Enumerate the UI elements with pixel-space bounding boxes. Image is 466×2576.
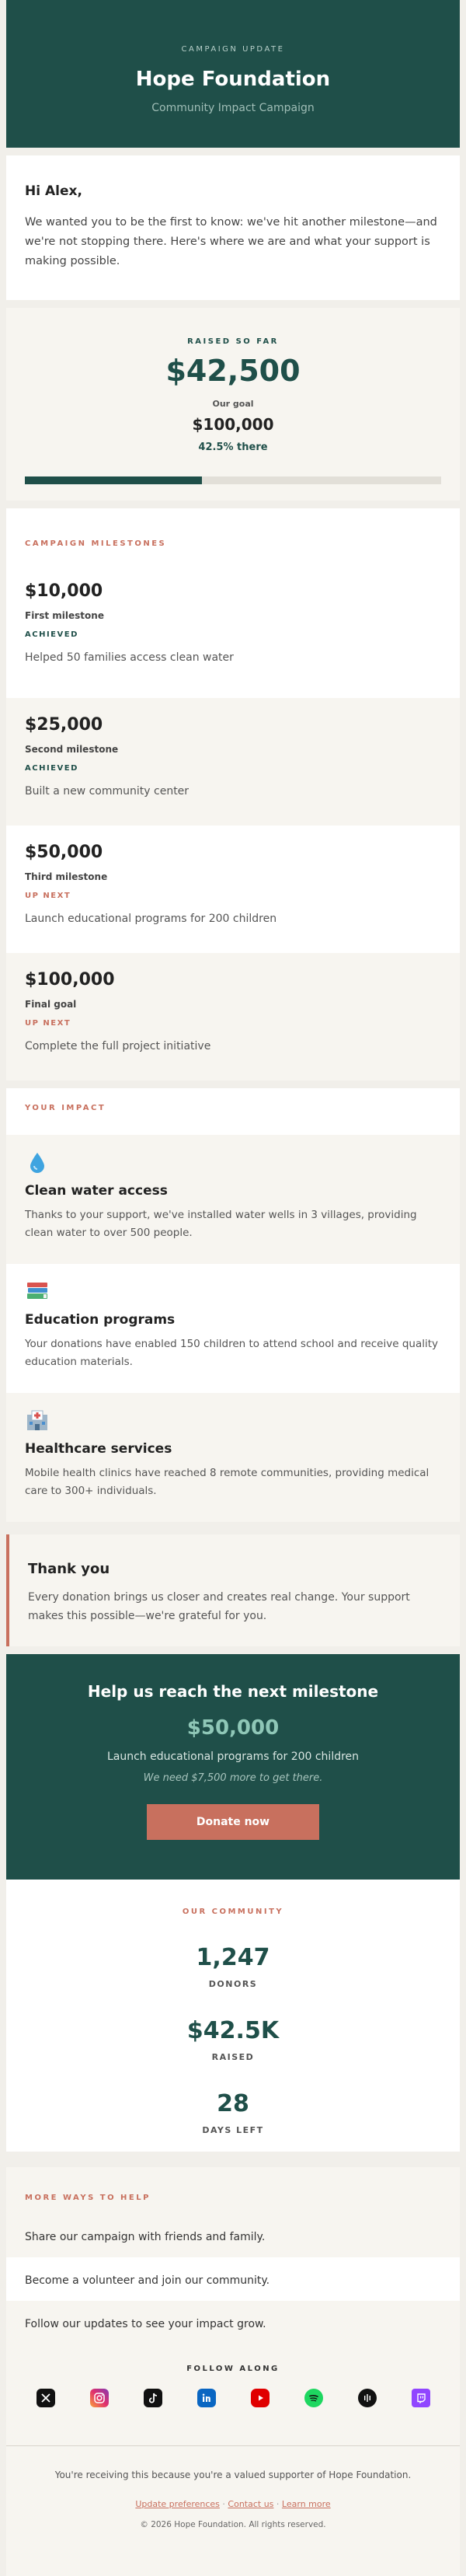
stat-value: 28: [217, 2090, 249, 2117]
donate-button[interactable]: Donate now: [147, 1804, 319, 1840]
hospital-icon: [25, 1408, 50, 1432]
goal-label: Our goal: [212, 399, 254, 409]
thank-you-message: Every donation brings us closer and creates real change. Your support makes this possible—we're grateful for you.: [28, 1591, 410, 1622]
milestone-status-badge: UP NEXT: [25, 892, 71, 900]
email-header: [6, 0, 460, 148]
x-icon[interactable]: [37, 2389, 55, 2407]
milestone-item: [6, 953, 460, 1080]
stat-raised: [6, 2017, 460, 2062]
stat-label: DONORS: [208, 1979, 258, 1989]
milestone-status-badge: UP NEXT: [25, 1019, 71, 1028]
milestone-description: Complete the full project initiative: [25, 1040, 211, 1052]
linkedin-icon[interactable]: [197, 2389, 216, 2407]
thank-you-title: Thank you: [28, 1561, 110, 1577]
cta-section: [6, 1654, 460, 1880]
milestone-amount: $50,000: [25, 843, 103, 862]
milestone-description: Built a new community center: [25, 785, 190, 798]
progress-bar: [25, 476, 441, 484]
stat-value: 1,247: [196, 1944, 270, 1971]
impact-item: [6, 1264, 460, 1393]
milestone-amount: $10,000: [25, 581, 103, 601]
youtube-icon[interactable]: [251, 2389, 270, 2407]
community-section: [6, 1880, 460, 2152]
update-preferences-link[interactable]: Update preferences: [135, 2499, 220, 2509]
stat-days-left: [6, 2090, 460, 2135]
community-heading: OUR COMMUNITY: [182, 1908, 284, 1916]
milestone-description: Helped 50 families access clean water: [25, 651, 234, 664]
progress-bar-fill: [25, 476, 202, 484]
link-separator: ·: [222, 2499, 225, 2509]
follow-label: FOLLOW ALONG: [186, 2365, 280, 2373]
social-section: [6, 2344, 460, 2445]
impact-description: Thanks to your support, we've installed water wells in 3 villages, providing clean water to over 500 people.: [25, 1209, 417, 1239]
milestone-item: [6, 826, 460, 953]
milestone-status-badge: ACHIEVED: [25, 764, 78, 773]
cta-note: We need $7,500 more to get there.: [143, 1772, 323, 1784]
stat-label: DAYS LEFT: [202, 2125, 264, 2135]
social-icons-row: [6, 2389, 460, 2407]
milestone-description: Launch educational programs for 200 children: [25, 913, 277, 925]
more-ways-heading: MORE WAYS TO HELP: [25, 2194, 151, 2202]
goal-amount: $100,000: [192, 415, 274, 434]
milestone-item: [6, 698, 460, 826]
tiktok-icon[interactable]: [144, 2389, 162, 2407]
stat-donors: [6, 1944, 460, 1989]
books-icon: [25, 1279, 50, 1303]
impact-header: [6, 1088, 460, 1135]
stat-label: RAISED: [211, 2052, 255, 2062]
impact-item: [6, 1135, 460, 1264]
cta-milestone-amount: $50,000: [186, 1716, 280, 1740]
podcast-icon[interactable]: [358, 2389, 377, 2407]
milestone-name: Second milestone: [25, 744, 119, 755]
milestone-name: Third milestone: [25, 871, 108, 882]
contact-us-link[interactable]: Contact us: [228, 2499, 274, 2509]
help-item-follow[interactable]: Follow our updates to see your impact grow.: [6, 2301, 460, 2344]
goal-percent: 42.5% there: [198, 442, 268, 453]
thank-you-callout: [6, 1534, 460, 1646]
organization-title: Hope Foundation: [135, 68, 331, 91]
milestone-amount: $100,000: [25, 970, 115, 990]
cta-title: Help us reach the next milestone: [87, 1682, 379, 1701]
milestones-heading: CAMPAIGN MILESTONES: [25, 539, 167, 548]
impact-item: [6, 1393, 460, 1522]
impact-description: Mobile health clinics have reached 8 remote communities, providing medical care to 300+ individuals.: [25, 1467, 429, 1497]
raised-eyebrow: RAISED SO FAR: [187, 337, 279, 346]
milestone-amount: $25,000: [25, 715, 103, 735]
footer-message: You're receiving this because you're a valued supporter of Hope Foundation.: [54, 2470, 412, 2480]
raised-amount: $42,500: [165, 354, 301, 388]
footer-copyright: © 2026 Hope Foundation. All rights reserved.: [140, 2520, 326, 2529]
greeting-salutation: Hi Alex,: [25, 183, 82, 199]
milestone-name: First milestone: [25, 610, 104, 621]
progress-section: [6, 308, 460, 501]
cta-description: Launch educational programs for 200 children: [106, 1750, 360, 1763]
footer-links: [6, 2499, 460, 2509]
milestone-item: [6, 574, 460, 698]
twitch-icon[interactable]: [412, 2389, 430, 2407]
impact-description: Your donations have enabled 150 children to attend school and receive quality education materials.: [25, 1338, 438, 1368]
greeting-message: We wanted you to be the first to know: we've hit another milestone—and we're not stopping there. Here's where we are and what your support is making possible.: [25, 216, 437, 267]
impact-title: Healthcare services: [25, 1441, 172, 1457]
help-item-volunteer[interactable]: Become a volunteer and join our community.: [6, 2257, 460, 2301]
campaign-subtitle: Community Impact Campaign: [151, 102, 315, 114]
more-ways-header: [6, 2167, 460, 2214]
help-item-share[interactable]: Share our campaign with friends and family.: [6, 2214, 460, 2257]
email-container: [6, 0, 460, 2576]
impact-title: Education programs: [25, 1312, 176, 1328]
stat-value: $42.5K: [186, 2017, 280, 2044]
milestone-status-badge: ACHIEVED: [25, 630, 78, 639]
water-drop-icon: [25, 1150, 50, 1174]
instagram-icon[interactable]: [90, 2389, 109, 2407]
email-footer: [6, 2445, 460, 2576]
impact-title: Clean water access: [25, 1183, 168, 1199]
learn-more-link[interactable]: Learn more: [281, 2499, 331, 2509]
impact-heading: YOUR IMPACT: [25, 1104, 106, 1112]
header-eyebrow: CAMPAIGN UPDATE: [181, 45, 285, 54]
milestones-header: [6, 508, 460, 574]
greeting-section: [6, 155, 460, 300]
spotify-icon[interactable]: [304, 2389, 323, 2407]
link-separator: ·: [276, 2499, 280, 2509]
milestone-name: Final goal: [25, 999, 77, 1010]
